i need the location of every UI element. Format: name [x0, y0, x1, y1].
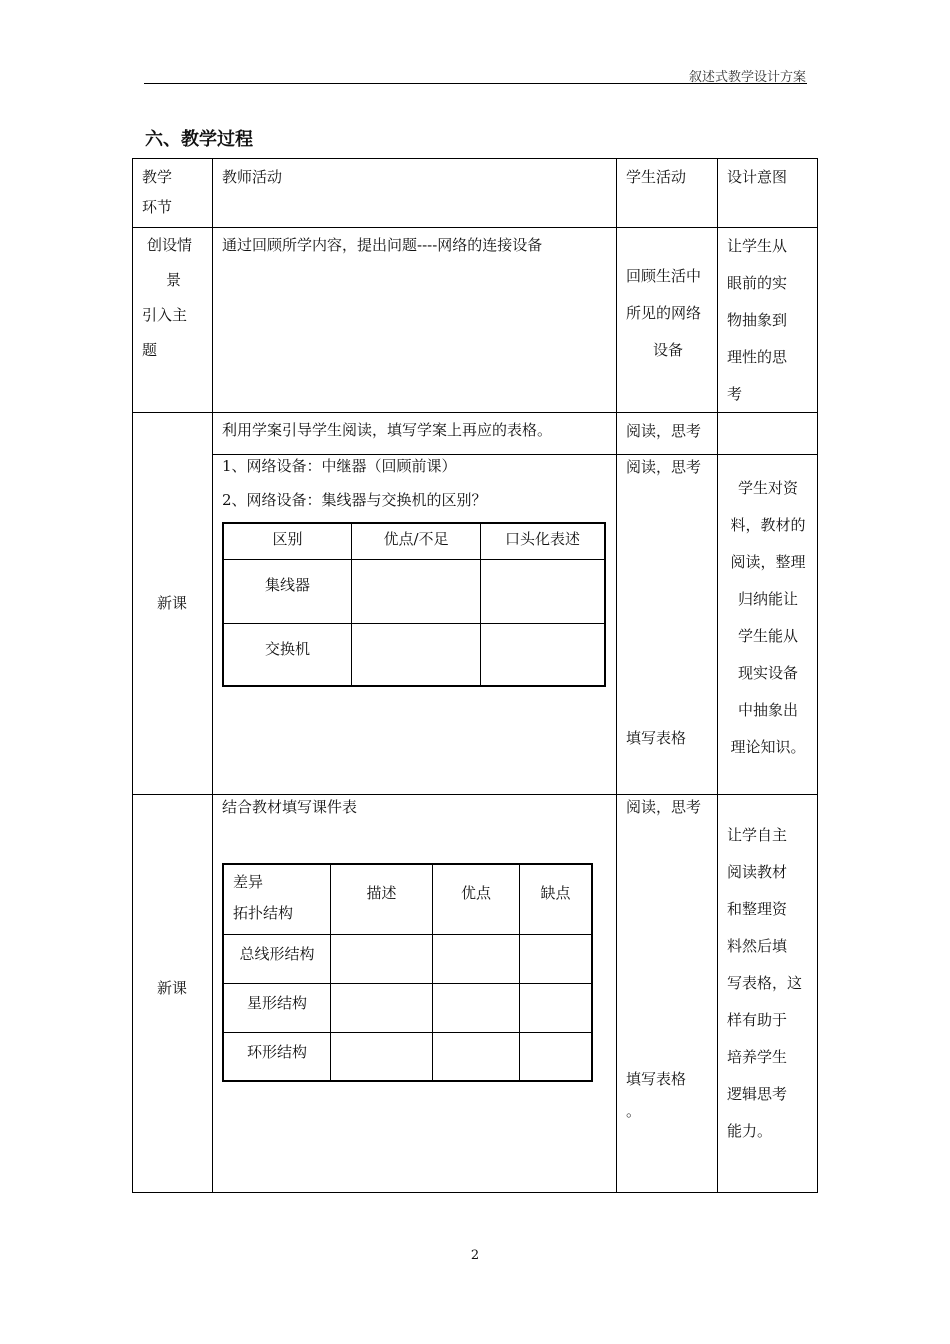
- comparison-blank-cell[interactable]: [352, 623, 481, 686]
- topology-header-cell: 优点: [433, 864, 520, 934]
- row3-intent-line: 让学自主: [727, 826, 788, 844]
- row1-student-line1: 回顾生活中: [626, 267, 702, 285]
- row1-intent-line2: 眼前的实: [727, 274, 788, 292]
- topology-row-label: 总线形结构: [223, 934, 331, 983]
- row2-intent-line: 阅读，整理: [730, 553, 806, 571]
- row3-student-top: 阅读，思考: [626, 798, 702, 816]
- row2-stage-cell: [132, 412, 213, 795]
- topology-blank-cell[interactable]: [520, 934, 593, 983]
- row1-student-line3: 设备: [653, 341, 684, 359]
- row2-intent-line: 料，教材的: [730, 516, 806, 534]
- row2-intent-line: 学生对资: [737, 479, 798, 497]
- row1-intent-cell: [717, 227, 818, 413]
- row1-intent-line4: 理性的思: [727, 348, 788, 366]
- header-cell-intent: [717, 158, 818, 228]
- row3-intent-line: 写表格，这: [727, 974, 803, 992]
- row3-intent-line: 培养学生: [727, 1048, 788, 1066]
- row3-student-cell: [616, 794, 718, 1193]
- topology-blank-cell[interactable]: [331, 1032, 433, 1081]
- header-cell-student: [616, 158, 718, 228]
- row1-stage-line1: 创设情: [147, 236, 193, 254]
- topology-corner-bottom: 拓扑结构: [233, 904, 294, 922]
- topology-row-label: 星形结构: [223, 983, 331, 1032]
- topology-header-row: [223, 864, 592, 934]
- row1-student-line2: 所见的网络: [626, 304, 702, 322]
- header-teacher: 教师活动: [222, 168, 283, 186]
- topology-header-cell: 缺点: [520, 864, 593, 934]
- page-header-text: 叙述式教学设计方案: [688, 70, 806, 85]
- topology-row: [223, 934, 592, 983]
- row2b-student-cell: [616, 454, 718, 795]
- topology-blank-cell[interactable]: [433, 934, 520, 983]
- row1-teacher-cell: [212, 227, 617, 413]
- row3-student-bottom-line1: 填写表格: [626, 1070, 687, 1088]
- row3-teacher-intro: 结合教材填写课件表: [222, 798, 358, 816]
- topology-header-cell: 描述: [331, 864, 433, 934]
- page-number: 2: [470, 1248, 480, 1263]
- row3-student-bottom-line2: 。: [626, 1102, 642, 1120]
- row1-student-cell: [616, 227, 718, 413]
- row3-stage-cell: [132, 794, 213, 1193]
- row2-student-intro: 阅读，思考: [626, 422, 702, 440]
- header-cell-stage: [132, 158, 213, 228]
- comparison-blank-cell[interactable]: [352, 559, 481, 623]
- topology-blank-cell[interactable]: [433, 983, 520, 1032]
- topology-blank-cell[interactable]: [331, 983, 433, 1032]
- row3-intent-line: 阅读教材: [727, 863, 788, 881]
- row3-intent-line: 逻辑思考: [727, 1085, 788, 1103]
- row3-intent-line: 料然后填: [727, 937, 788, 955]
- comparison-blank-cell[interactable]: [481, 623, 606, 686]
- topology-row: [223, 1032, 592, 1081]
- row2-stage-text: 新课: [157, 594, 188, 612]
- row3-intent-line: 和整理资: [727, 900, 788, 918]
- comparison-header-cell: 区别: [223, 523, 352, 559]
- row2-teacher-intro: 利用学案引导学生阅读，填写学案上再应的表格。: [222, 421, 553, 439]
- topology-blank-cell[interactable]: [520, 1032, 593, 1081]
- comparison-row-label: 集线器: [223, 559, 352, 623]
- comparison-header-cell: 口头化表述: [481, 523, 606, 559]
- row2-student-bottom: 填写表格: [626, 729, 687, 747]
- row2-teacher-item2: 2、网络设备：集线器与交换机的区别？: [222, 491, 487, 509]
- header-stage-line2: 环节: [142, 198, 173, 216]
- row2-intent-line: 理论知识。: [730, 738, 806, 756]
- row2-intent-line: 学生能从: [737, 627, 798, 645]
- header-rule: [144, 83, 807, 84]
- topology-comparison-table: [222, 863, 593, 1082]
- row1-intent-line3: 物抽象到: [727, 311, 788, 329]
- topology-blank-cell[interactable]: [433, 1032, 520, 1081]
- topology-corner-top: 差异: [233, 873, 264, 891]
- topology-row-label: 环形结构: [223, 1032, 331, 1081]
- section-title: 六、教学过程: [145, 129, 253, 150]
- row1-stage-line3: 引入主: [142, 306, 188, 324]
- row1-stage-line2: 景: [166, 271, 182, 289]
- row3-intent-cell: [717, 794, 818, 1193]
- row1-stage-line4: 题: [142, 341, 158, 359]
- topology-blank-cell[interactable]: [331, 934, 433, 983]
- row1-intent-line5: 考: [727, 385, 743, 403]
- row2a-intent-cell: [717, 412, 818, 455]
- row2-intent-line: 现实设备: [737, 664, 798, 682]
- row3-intent-line: 样有助于: [727, 1011, 788, 1029]
- row2-student-top: 阅读，思考: [626, 458, 702, 476]
- row2b-teacher-cell: [212, 454, 617, 795]
- comparison-row: [223, 623, 605, 686]
- comparison-blank-cell[interactable]: [481, 559, 606, 623]
- header-cell-teacher: [212, 158, 617, 228]
- topology-blank-cell[interactable]: [520, 983, 593, 1032]
- row2-teacher-item1: 1、网络设备：中继器（回顾前课）: [222, 457, 457, 475]
- comparison-header-cell: 优点/不足: [352, 523, 481, 559]
- comparison-row: [223, 559, 605, 623]
- header-student: 学生活动: [626, 168, 687, 186]
- row1-stage-cell: [132, 227, 213, 413]
- comparison-header-row: [223, 523, 605, 559]
- header-stage-line1: 教学: [142, 168, 173, 186]
- row3-stage-text: 新课: [157, 979, 188, 997]
- row1-intent-line1: 让学生从: [727, 237, 788, 255]
- row2-intent-line: 归纳能让: [737, 590, 798, 608]
- teaching-process-table: [132, 158, 818, 1193]
- topology-corner-cell: [223, 864, 331, 934]
- row2b-intent-cell: [717, 454, 818, 795]
- comparison-row-label: 交换机: [223, 623, 352, 686]
- hub-switch-comparison-table: [222, 522, 606, 687]
- row3-teacher-cell: [212, 794, 617, 1193]
- row2-intent-line: 中抽象出: [737, 701, 798, 719]
- row1-teacher-text: 通过回顾所学内容，提出问题----网络的连接设备: [222, 236, 543, 254]
- header-intent: 设计意图: [727, 168, 788, 186]
- row3-intent-line: 能力。: [727, 1122, 773, 1140]
- topology-row: [223, 983, 592, 1032]
